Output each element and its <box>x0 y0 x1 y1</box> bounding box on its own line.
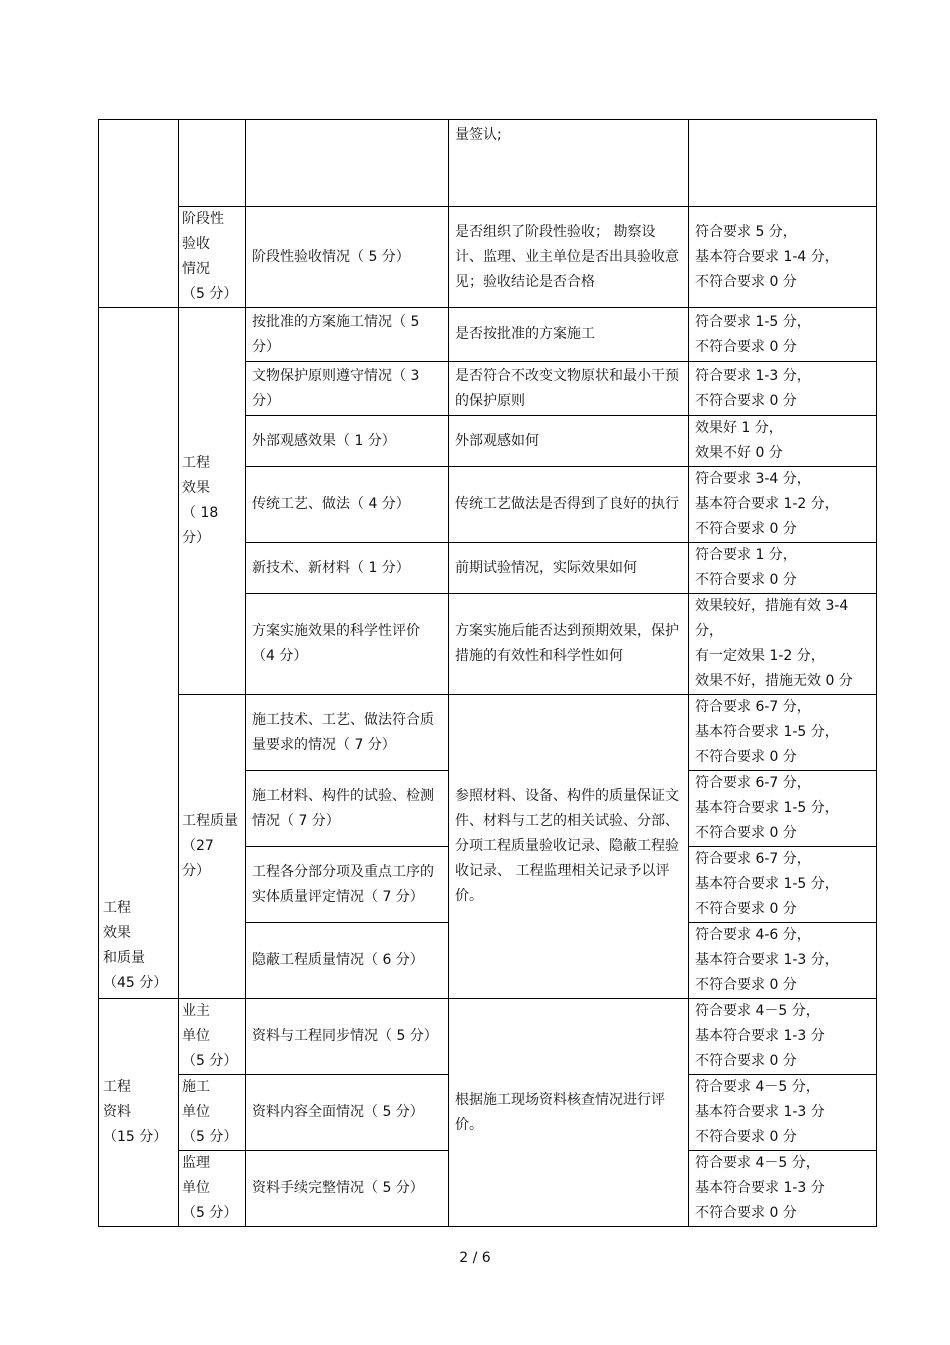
subgroup-cell-continued <box>179 120 246 207</box>
score-cell: 符合要求 4－5 分， 基本符合要求 1-3 分 不符合要求 0 分 <box>689 999 877 1075</box>
score-cell <box>689 120 877 207</box>
subgroup-cell: 工程质量 （27 分） <box>179 695 246 999</box>
item-cell: 资料内容全面情况（ 5 分） <box>246 1075 449 1151</box>
criteria-cell: 前期试验情况，实际效果如何 <box>449 543 689 594</box>
criteria-cell: 传统工艺做法是否得到了良好的执行 <box>449 467 689 543</box>
item-cell: 资料手续完整情况（ 5 分） <box>246 1151 449 1227</box>
score-cell: 效果较好，措施有效 3-4 分， 有一定效果 1-2 分， 效果不好，措施无效 0 分 <box>689 594 877 695</box>
score-cell: 符合要求 6-7 分， 基本符合要求 1-5 分， 不符合要求 0 分 <box>689 771 877 847</box>
score-cell: 效果好 1 分， 效果不好 0 分 <box>689 416 877 467</box>
criteria-cell-merged: 参照材料、设备、构件的质量保证文件、材料与工艺的相关试验、分部、分项工程质量验收记录、隐蔽工程验收记录、 工程监理相关记录予以评价。 <box>449 695 689 999</box>
score-cell: 符合要求 4－5 分， 基本符合要求 1-3 分 不符合要求 0 分 <box>689 1151 877 1227</box>
table-row <box>99 695 877 771</box>
evaluation-table <box>98 119 877 1227</box>
table-row <box>99 999 877 1075</box>
item-cell: 施工技术、工艺、做法符合质量要求的情况（ 7 分） <box>246 695 449 771</box>
table-row <box>99 308 877 362</box>
score-cell: 符合要求 5 分， 基本符合要求 1-4 分， 不符合要求 0 分 <box>689 207 877 308</box>
criteria-cell: 是否组织了阶段性验收； 勘察设计、监理、业主单位是否出具验收意见；验收结论是否合格 <box>449 207 689 308</box>
score-cell: 符合要求 4-6 分， 基本符合要求 1-3 分， 不符合要求 0 分 <box>689 923 877 999</box>
page-number: 2 / 6 <box>459 1250 491 1266</box>
item-cell: 阶段性验收情况（ 5 分） <box>246 207 449 308</box>
group-cell: 工程 资料 （15 分） <box>99 999 179 1227</box>
table-row <box>99 120 877 207</box>
item-cell: 隐蔽工程质量情况（ 6 分） <box>246 923 449 999</box>
score-cell: 符合要求 1 分， 不符合要求 0 分 <box>689 543 877 594</box>
score-cell: 符合要求 6-7 分， 基本符合要求 1-5 分， 不符合要求 0 分 <box>689 695 877 771</box>
item-cell: 新技术、新材料（ 1 分） <box>246 543 449 594</box>
score-cell: 符合要求 1-5 分， 不符合要求 0 分 <box>689 308 877 362</box>
group-cell-continued <box>99 120 179 308</box>
subgroup-cell: 工程 效果 （ 18 分） <box>179 308 246 695</box>
item-cell: 外部观感效果（ 1 分） <box>246 416 449 467</box>
criteria-cell-merged: 根据施工现场资料核查情况进行评价。 <box>449 999 689 1227</box>
criteria-cell: 方案实施后能否达到预期效果，保护措施的有效性和科学性如何 <box>449 594 689 695</box>
score-cell: 符合要求 3-4 分， 基本符合要求 1-2 分， 不符合要求 0 分 <box>689 467 877 543</box>
group-cell: 工程 效果 和质量 （45 分） <box>99 308 179 999</box>
item-cell: 资料与工程同步情况（ 5 分） <box>246 999 449 1075</box>
score-cell: 符合要求 1-3 分， 不符合要求 0 分 <box>689 362 877 416</box>
subgroup-cell: 监理 单位 （5 分） <box>179 1151 246 1227</box>
criteria-cell: 是否按批准的方案施工 <box>449 308 689 362</box>
subgroup-cell: 业主 单位 （5 分） <box>179 999 246 1075</box>
table-row <box>99 207 877 308</box>
item-cell: 按批准的方案施工情况（ 5 分） <box>246 308 449 362</box>
criteria-cell: 外部观感如何 <box>449 416 689 467</box>
item-cell-continued <box>246 120 449 207</box>
score-cell: 符合要求 6-7 分， 基本符合要求 1-5 分， 不符合要求 0 分 <box>689 847 877 923</box>
criteria-cell: 量签认; <box>449 120 689 207</box>
item-cell: 传统工艺、做法（ 4 分） <box>246 467 449 543</box>
item-cell: 施工材料、构件的试验、检测情况（ 7 分） <box>246 771 449 847</box>
subgroup-cell: 施工 单位 （5 分） <box>179 1075 246 1151</box>
subgroup-cell: 阶段性 验收 情况 （5 分） <box>179 207 246 308</box>
item-cell: 文物保护原则遵守情况（ 3 分） <box>246 362 449 416</box>
score-cell: 符合要求 4－5 分， 基本符合要求 1-3 分 不符合要求 0 分 <box>689 1075 877 1151</box>
item-cell: 方案实施效果的科学性评价 （4 分） <box>246 594 449 695</box>
criteria-cell: 是否符合不改变文物原状和最小干预的保护原则 <box>449 362 689 416</box>
item-cell: 工程各分部分项及重点工序的实体质量评定情况（ 7 分） <box>246 847 449 923</box>
